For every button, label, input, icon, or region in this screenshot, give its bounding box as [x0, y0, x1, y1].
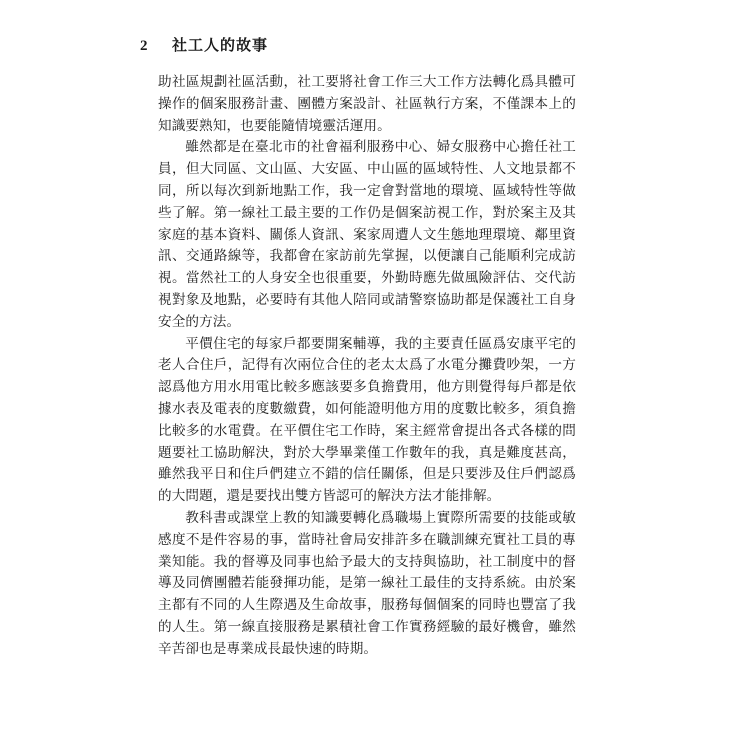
paragraph-public-housing: 平價住宅的每家戶都要開案輔導，我的主要責任區爲安康平宅的老人合住戶，記得有次兩位合住的老太太爲了水電分攤費吵架，一方認爲他方用水用電比較多應該要多負擔費用，他方則覺得每戶都是依據水表及電表的度數繳費，如何能證明他方用的度數比較多，須負擔比較多的水電費。在平價住宅工作時，案主經常會提出各式各樣的問題要社工協助解決，對於大學畢業僅工作數年的我，真是難度甚高，雖然我平日和住戶們建立不錯的信任關係，但是只要涉及住戶們認爲的大問題，還是要找出雙方皆認可的解決方法才能排解。 — [158, 335, 576, 505]
paragraph-professional-growth: 教科書或課堂上教的知識要轉化爲職場上實際所需要的技能或敏感度不是件容易的事，當時社會局安排許多在職訓練充實社工員的專業知能。我的督導及同事也給予最大的支持與協助，社工制度中的督導及同儕團體若能發揮功能，是第一線社工最佳的支持系統。由於案主都有不同的人生際遇及生命故事，服務每個個案的同時也豐富了我的人生。第一線直接服務是累積社會工作實務經驗的最好機會，雖然辛苦卻也是專業成長最快速的時期。 — [158, 509, 576, 657]
paragraph-district-work: 雖然都是在臺北市的社會福利服務中心、婦女服務中心擔任社工員，但大同區、文山區、大安區、中山區的區域特性、人文地景都不同，所以每次到新地點工作，我一定會對當地的環境、區域特性等做些了解。第一線社工最主要的工作仍是個案訪視工作，對於案主及其家庭的基本資料、關係人資訊、案家周遭人文生態地理環境、鄰里資訊、交通路線等，我都會在家訪前先掌握，以便讓自己能順利完成訪視。當然社工的人身安全也很重要，外勤時應先做風險評估、交代訪視對象及地點，必要時有其他人陪同或請警察協助都是保護社工自身安全的方法。 — [158, 139, 576, 330]
page-number: 2 — [140, 38, 148, 54]
chapter-title: 社工人的故事 — [172, 36, 269, 54]
body-text — [158, 72, 576, 661]
paragraph-continued: 助社區規劃社區活動，社工要將社會工作三大工作方法轉化爲具體可操作的個案服務計畫、團體方案設計、社區執行方案，不僅課本上的知識要熟知，也要能隨情境靈活運用。 — [158, 74, 576, 134]
running-header — [140, 34, 620, 58]
